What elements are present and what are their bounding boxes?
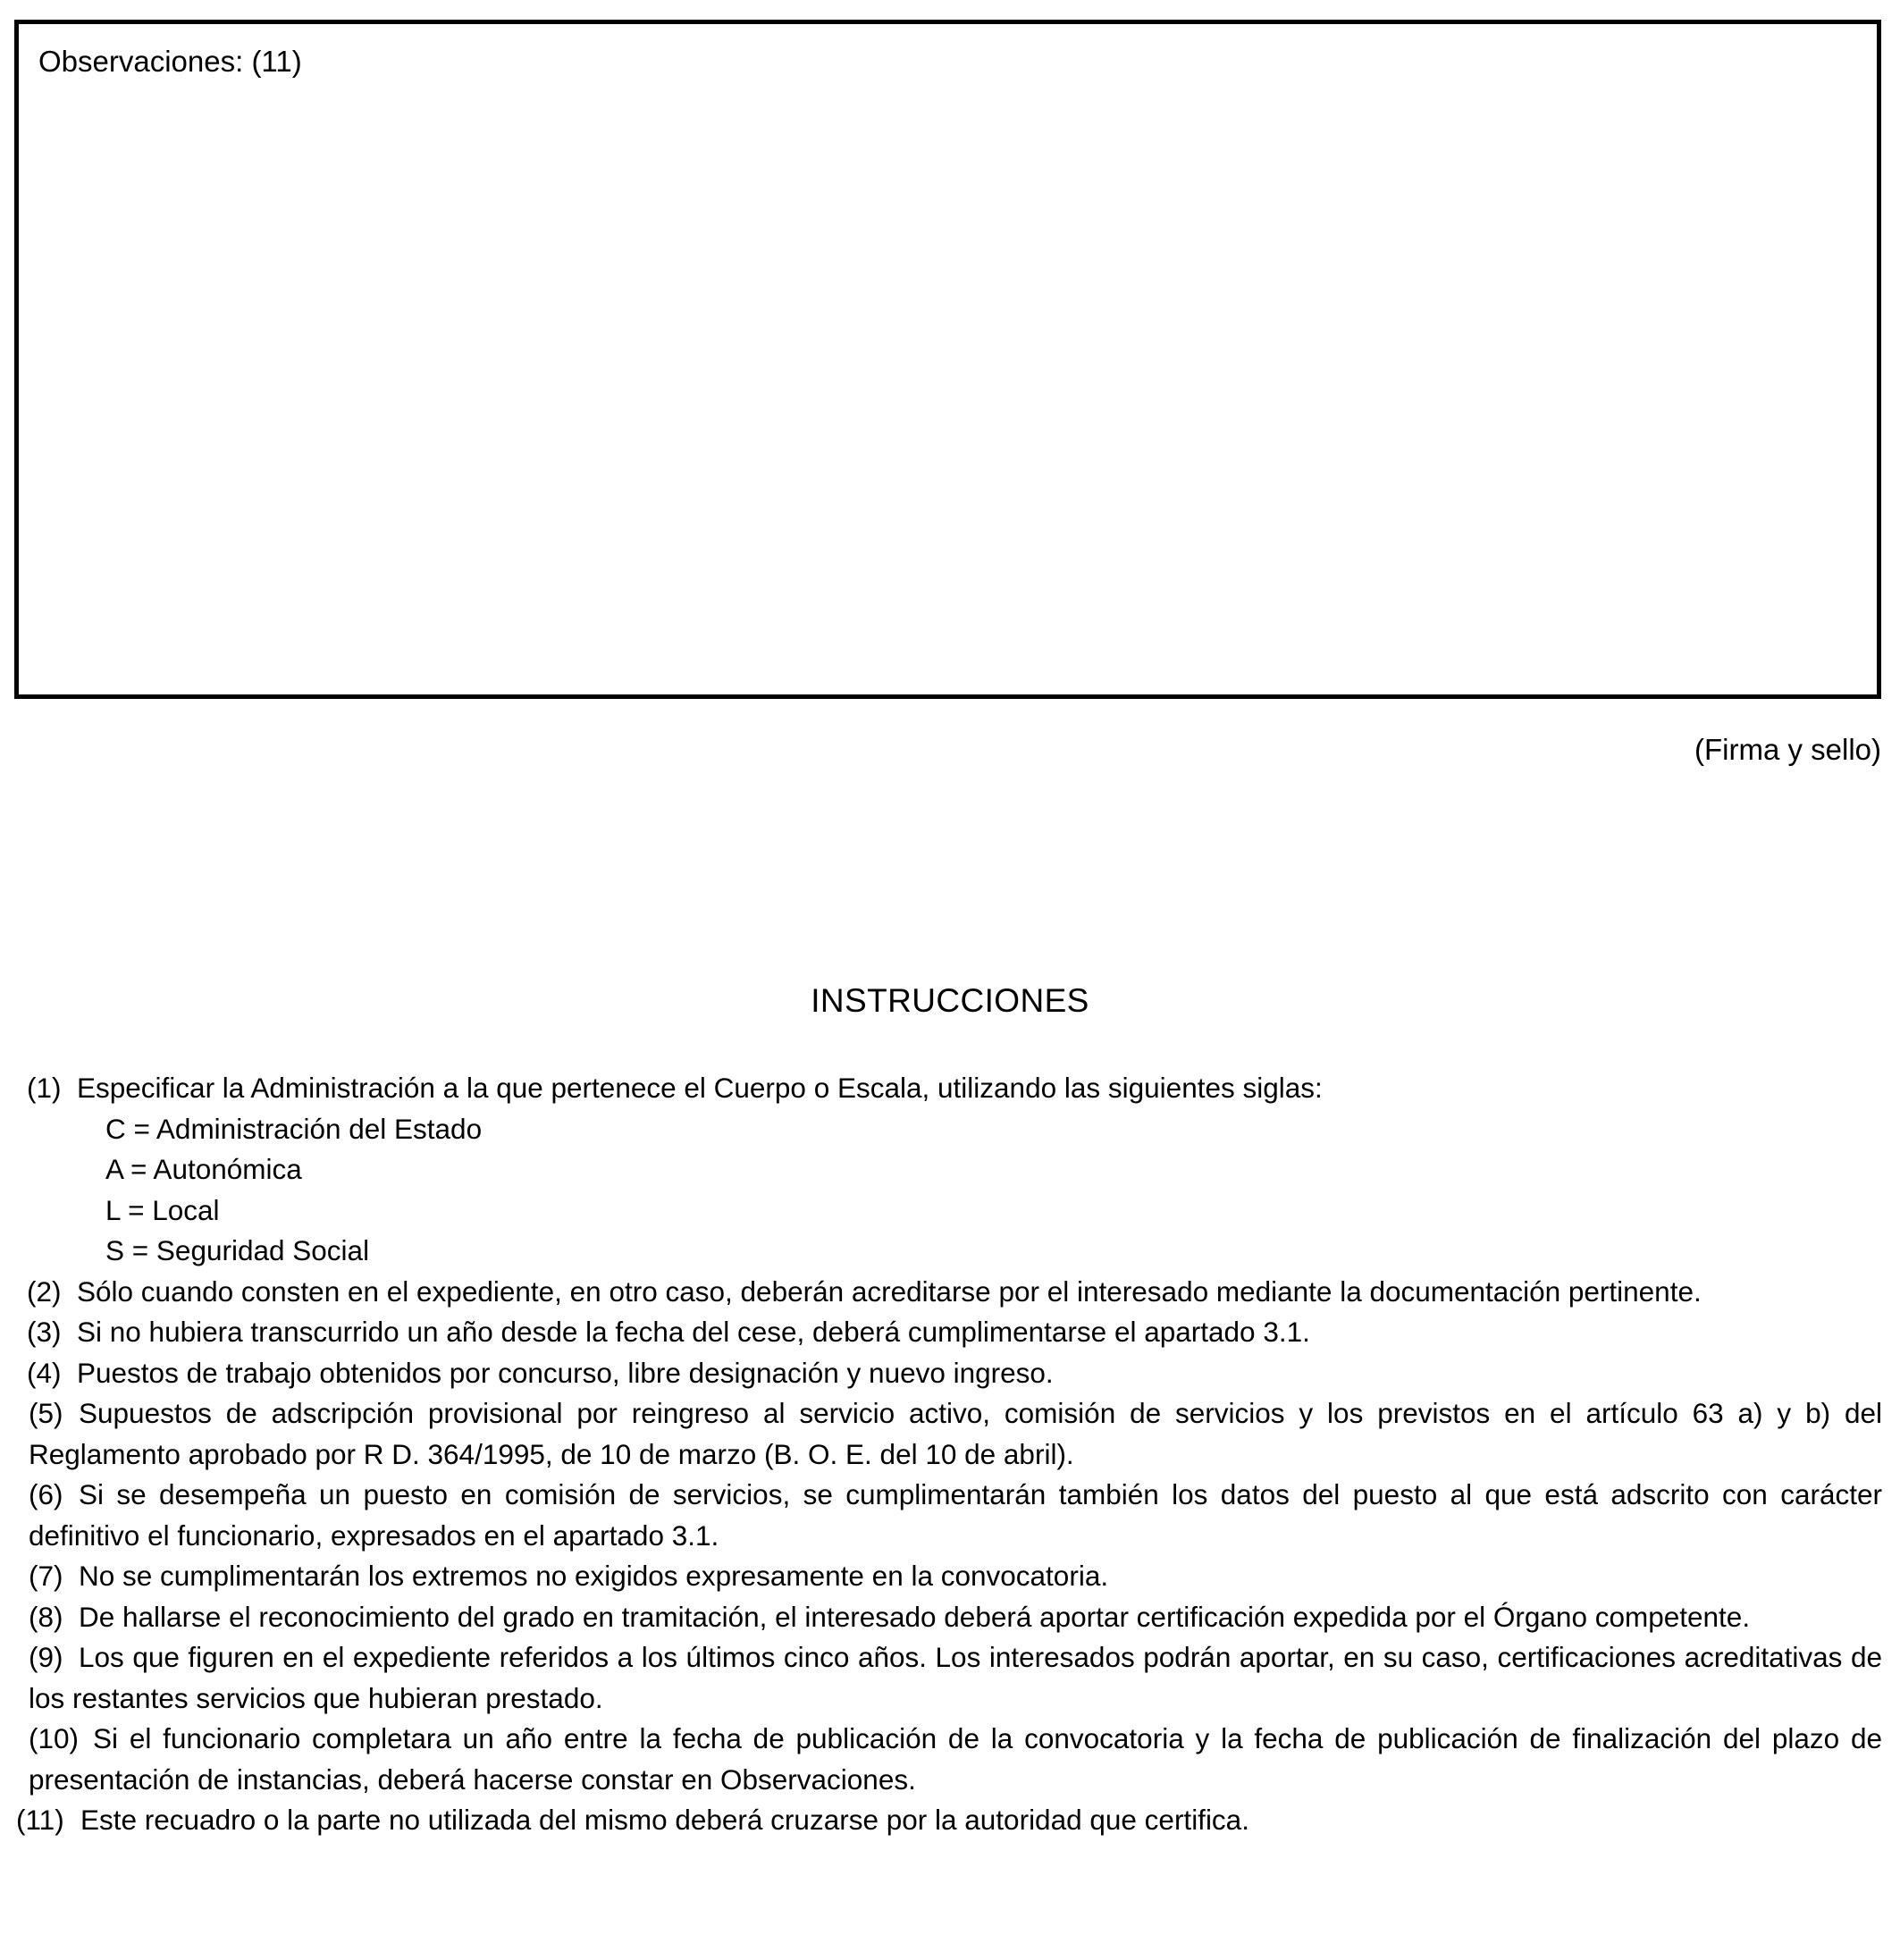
instructions-heading: INSTRUCCIONES: [811, 982, 1089, 1019]
instruction-item-6: [16, 1475, 1882, 1556]
instruction-text-11: Este recuadro o la parte no utilizada del mismo deberá cruzarse por la autoridad que certifica.: [80, 1804, 1249, 1836]
instruction-number-7: (7): [29, 1560, 63, 1592]
instruction-item-1: [16, 1068, 1882, 1109]
instruction-text-1: Especificar la Administración a la que pertenece el Cuerpo o Escala, utilizando las siguientes siglas:: [77, 1072, 1323, 1104]
instruction-item-11: [16, 1800, 1882, 1841]
instruction-text-7: No se cumplimentarán los extremos no exigidos expresamente en la convocatoria.: [79, 1560, 1109, 1592]
instruction-item-10: [16, 1719, 1882, 1800]
instruction-number-6: (6): [29, 1478, 63, 1510]
instruction-text-5: Supuestos de adscripción provisional por reingreso al servicio activo, comisión de servicios y los previstos en el artículo 63 a) y b) del Reglamento aprobado por R D. 364/1995, de 10 de marzo (B. O. E. del 10 de abril).: [29, 1397, 1882, 1470]
instruction-text-8: De hallarse el reconocimiento del grado en tramitación, el interesado deberá aportar certificación expedida por el Órgano competente.: [79, 1600, 1751, 1633]
instruction-number-9: (9): [29, 1641, 63, 1673]
observaciones-box: [14, 20, 1881, 699]
instruction-number-3: (3): [27, 1316, 62, 1348]
instruction-item-2: [16, 1272, 1882, 1313]
instruction-text-3: Si no hubiera transcurrido un año desde la fecha del cese, deberá cumplimentarse el apartado 3.1.: [77, 1316, 1310, 1348]
instruction-item-9: [16, 1637, 1882, 1719]
instruction-number-11: (11): [16, 1804, 64, 1836]
instruction-1-subline-a: A = Autonómica: [105, 1153, 302, 1185]
instruction-1-subline-l: L = Local: [105, 1193, 220, 1226]
instruction-text-6: Si se desempeña un puesto en comisión de servicios, se cumplimentarán también los datos del puesto al que está adscrito con carácter definitivo el funcionario, expresados en el apartado 3.1.: [29, 1478, 1882, 1552]
observaciones-writing-area[interactable]: [19, 87, 1877, 694]
instruction-number-10: (10): [29, 1722, 80, 1754]
instruction-item-4: [16, 1353, 1882, 1394]
instruction-number-8: (8): [29, 1600, 63, 1633]
instructions-list: [16, 1068, 1882, 1841]
instruction-item-3: [16, 1312, 1882, 1353]
instruction-number-5: (5): [29, 1397, 63, 1429]
instruction-item-8: [16, 1597, 1882, 1638]
instruction-text-2: Sólo cuando consten en el expediente, en otro caso, deberán acreditarse por el interesado mediante la documentación pertinente.: [77, 1274, 1702, 1308]
observaciones-label: Observaciones: (11): [38, 45, 302, 78]
instruction-1-subline-s: S = Seguridad Social: [105, 1234, 370, 1266]
instruction-number-1: (1): [27, 1072, 62, 1104]
instruction-item-5: [16, 1393, 1882, 1475]
instruction-text-9: Los que figuren en el expediente referidos a los últimos cinco años. Los interesados podrán aportar, en su caso, certificaciones acreditativas de los restantes servicios que hubieran prestado.: [29, 1641, 1882, 1714]
instruction-text-10: Si el funcionario completara un año entre la fecha de publicación de la convocatoria y la fecha de publicación de finalización del plazo de presentación de instancias, deberá hacerse constar en Observaciones.: [29, 1722, 1882, 1796]
instruction-number-4: (4): [27, 1356, 62, 1389]
instruction-text-4: Puestos de trabajo obtenidos por concurso, libre designación y nuevo ingreso.: [77, 1356, 1054, 1389]
instruction-1-subline-c: C = Administración del Estado: [105, 1112, 483, 1145]
instruction-item-7: [16, 1556, 1882, 1597]
instruction-number-2: (2): [27, 1274, 62, 1308]
signature-caption: (Firma y sello): [1694, 733, 1881, 766]
